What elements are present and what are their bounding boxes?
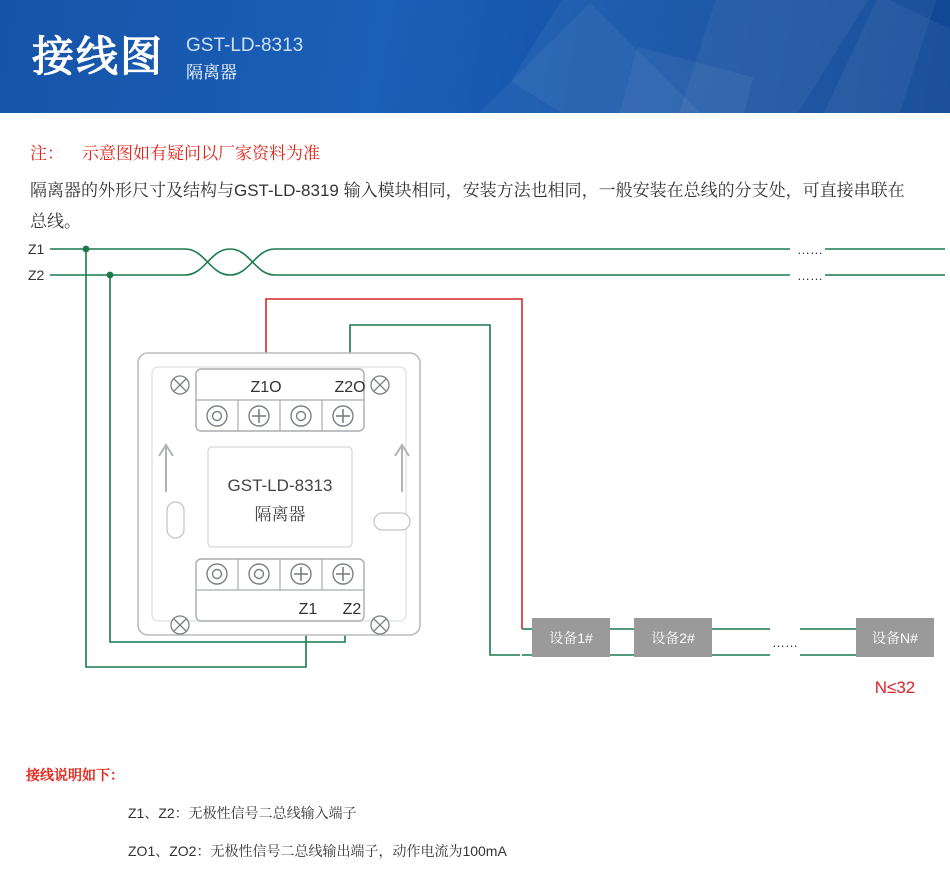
page-header	[0, 0, 950, 113]
device-box-n	[856, 618, 934, 657]
header-subtitle-group	[186, 28, 303, 86]
device-box-2-label: 设备2#	[651, 630, 695, 647]
module-model-label: GST-LD-8313	[227, 476, 333, 496]
module-side-slot-left	[167, 502, 184, 538]
device-name: 隔离器	[186, 63, 238, 82]
note-row	[30, 139, 950, 164]
note-description: 隔离器的外形尺寸及结构与GST-LD-8319 输入模块相同，安装方法也相同，一般安装在总线的分支处，可直接串联在总线。	[30, 181, 905, 231]
legend-title: 接线说明如下：	[26, 767, 124, 783]
device-box-1-label: 设备1#	[549, 630, 593, 647]
note-label: 注：	[30, 144, 64, 163]
terminal-label-z1: Z1	[298, 601, 318, 619]
bus-label-z2: Z2	[28, 267, 45, 284]
page-title: 接线图	[32, 32, 165, 80]
module-label-plate	[208, 447, 352, 547]
module-name-label: 隔离器	[254, 505, 306, 525]
legend-item-2: ZO1、ZO2：无极性信号二总线输出端子，动作电流为100mA	[128, 843, 507, 859]
device-model: GST-LD-8313	[186, 34, 304, 56]
wiring-diagram	[0, 237, 950, 727]
device-box-n-label: 设备N#	[872, 630, 918, 647]
legend-section	[0, 765, 950, 861]
terminal-label-z1o: Z1O	[250, 379, 282, 397]
bus-ellipsis-top2: ……	[797, 268, 823, 284]
module-side-slot-right	[374, 513, 410, 530]
header-content	[0, 0, 950, 113]
device-box-2	[634, 618, 712, 657]
note-warning: 示意图如有疑问以厂家资料为准	[82, 144, 320, 163]
module-body	[138, 353, 420, 635]
bus-ellipsis-top: ……	[797, 242, 823, 258]
device-box-1	[532, 618, 610, 657]
terminal-label-z2o: Z2O	[334, 379, 366, 397]
bus-label-z1: Z1	[28, 241, 45, 258]
legend-item-1: Z1、Z2：无极性信号二总线输入端子	[128, 805, 357, 821]
device-chain-ellipsis: ……	[772, 635, 798, 651]
device-count-limit: N≤32	[874, 678, 916, 698]
terminal-label-z2: Z2	[342, 601, 362, 619]
